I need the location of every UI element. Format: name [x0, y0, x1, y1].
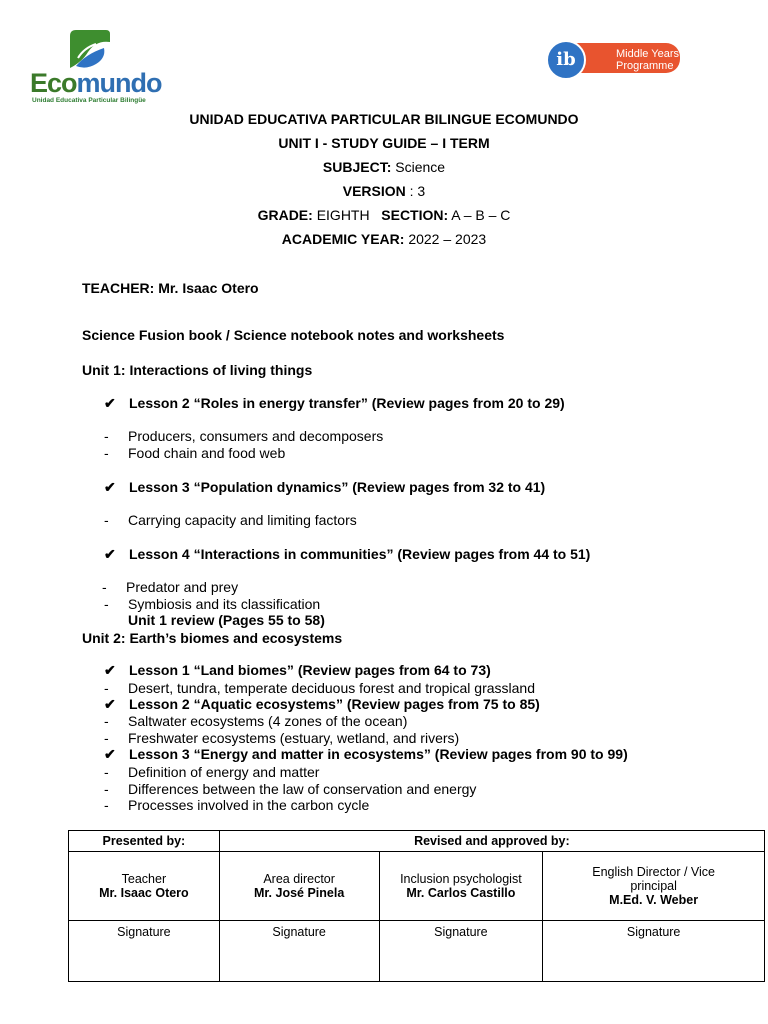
unit2-l2-item-2: Freshwater ecosystems (estuary, wetland, and rivers): [128, 730, 460, 746]
signer-name: Mr. Isaac Otero: [99, 886, 189, 900]
unit1-l3-item-1: Carrying capacity and limiting factors: [128, 512, 357, 528]
signature-cell[interactable]: [543, 921, 765, 982]
dash-icon: -: [104, 680, 109, 696]
unit2-l3-item-3: Processes involved in the carbon cycle: [128, 797, 370, 813]
signature-cell[interactable]: [219, 921, 379, 982]
signature-cell[interactable]: [379, 921, 543, 982]
signer-cell: [69, 852, 220, 921]
teacher-line: TEACHER: Mr. Isaac Otero: [82, 280, 259, 296]
signature-label: Signature: [117, 925, 171, 939]
unit2-lesson-1: Lesson 1 “Land biomes” (Review pages from 64 to 73): [129, 662, 491, 678]
ib-line-1: Middle Years: [616, 48, 679, 60]
signature-cell[interactable]: [69, 921, 220, 982]
unit1-l4-item-1: Predator and prey: [126, 579, 239, 595]
ib-line-2: Programme: [616, 60, 674, 72]
check-icon: ✔: [104, 696, 116, 712]
version-line: VERSION : 3: [342, 183, 426, 199]
academic-year-line: ACADEMIC YEAR: 2022 – 2023: [281, 231, 487, 247]
dash-icon: -: [104, 764, 109, 780]
signer-name: Mr. Carlos Castillo: [406, 886, 516, 900]
dash-icon: -: [104, 445, 109, 461]
unit1-lesson-2: Lesson 2 “Roles in energy transfer” (Review pages from 20 to 29): [129, 395, 565, 411]
unit2-l1-item-1: Desert, tundra, temperate deciduous forest and tropical grassland: [128, 680, 536, 696]
resources-line: Science Fusion book / Science notebook notes and worksheets: [82, 327, 505, 343]
revised-by-header: Revised and approved by:: [219, 831, 764, 852]
check-icon: ✔: [104, 479, 116, 495]
check-icon: ✔: [104, 746, 116, 762]
unit1-lesson-3: Lesson 3 “Population dynamics” (Review pages from 32 to 41): [129, 479, 546, 495]
dash-icon: -: [104, 596, 109, 612]
unit2-lesson-2: Lesson 2 “Aquatic ecosystems” (Review pages from 75 to 85): [129, 696, 540, 712]
signer-cell: [543, 852, 765, 921]
subject-line: SUBJECT: Science: [322, 159, 446, 175]
dash-icon: -: [104, 428, 109, 444]
signer-role: Inclusion psychologist: [400, 872, 522, 886]
guide-title: UNIT I - STUDY GUIDE – I TERM: [278, 135, 490, 151]
grade-section-line: GRADE: EIGHTH SECTION: A – B – C: [257, 207, 511, 223]
approval-table: [68, 830, 765, 982]
check-icon: ✔: [104, 395, 116, 411]
dash-icon: -: [104, 781, 109, 797]
signer-cell: [379, 852, 543, 921]
ib-myp-logo: [546, 40, 686, 80]
unit2-l2-item-1: Saltwater ecosystems (4 zones of the ocean): [128, 713, 408, 729]
unit1-review: Unit 1 review (Pages 55 to 58): [128, 612, 325, 628]
table-row: [69, 921, 765, 982]
table-header-row: [69, 831, 765, 852]
school-name: UNIDAD EDUCATIVA PARTICULAR BILINGUE ECOMUNDO: [189, 111, 579, 127]
signature-label: Signature: [272, 925, 326, 939]
ecomundo-subtitle: Unidad Educativa Particular Bilingüe: [32, 97, 146, 104]
unit1-l4-item-2: Symbiosis and its classification: [128, 596, 321, 612]
unit2-l3-item-1: Definition of energy and matter: [128, 764, 320, 780]
unit1-l2-item-2: Food chain and food web: [128, 445, 286, 461]
table-row: [69, 852, 765, 921]
unit2-lesson-3: Lesson 3 “Energy and matter in ecosystems” (Review pages from 90 to 99): [129, 746, 628, 762]
ecomundo-wordmark: Ecomundo: [30, 68, 162, 98]
unit2-l3-item-2: Differences between the law of conservation and energy: [128, 781, 477, 797]
unit-2-title: Unit 2: Earth’s biomes and ecosystems: [82, 630, 343, 646]
dash-icon: -: [104, 797, 109, 813]
dash-icon: -: [102, 579, 107, 595]
leaf-icon: [66, 28, 112, 70]
signature-label: Signature: [434, 925, 488, 939]
signer-role: English Director / Vice principal: [592, 865, 715, 893]
signer-name: M.Ed. V. Weber: [609, 893, 699, 907]
ib-mark: ib: [546, 40, 586, 80]
signer-cell: [219, 852, 379, 921]
signer-role: Area director: [263, 872, 335, 886]
signature-label: Signature: [626, 925, 681, 939]
signer-name: Mr. José Pinela: [253, 886, 345, 900]
unit1-lesson-4: Lesson 4 “Interactions in communities” (Review pages from 44 to 51): [129, 546, 591, 562]
dash-icon: -: [104, 730, 109, 746]
signer-role: Teacher: [121, 872, 167, 886]
check-icon: ✔: [104, 662, 116, 678]
check-icon: ✔: [104, 546, 116, 562]
unit-1-title: Unit 1: Interactions of living things: [82, 362, 313, 378]
dash-icon: -: [104, 713, 109, 729]
dash-icon: -: [104, 512, 109, 528]
presented-by-header: Presented by:: [69, 831, 220, 852]
ecomundo-logo: [30, 28, 162, 106]
unit1-l2-item-1: Producers, consumers and decomposers: [128, 428, 384, 444]
